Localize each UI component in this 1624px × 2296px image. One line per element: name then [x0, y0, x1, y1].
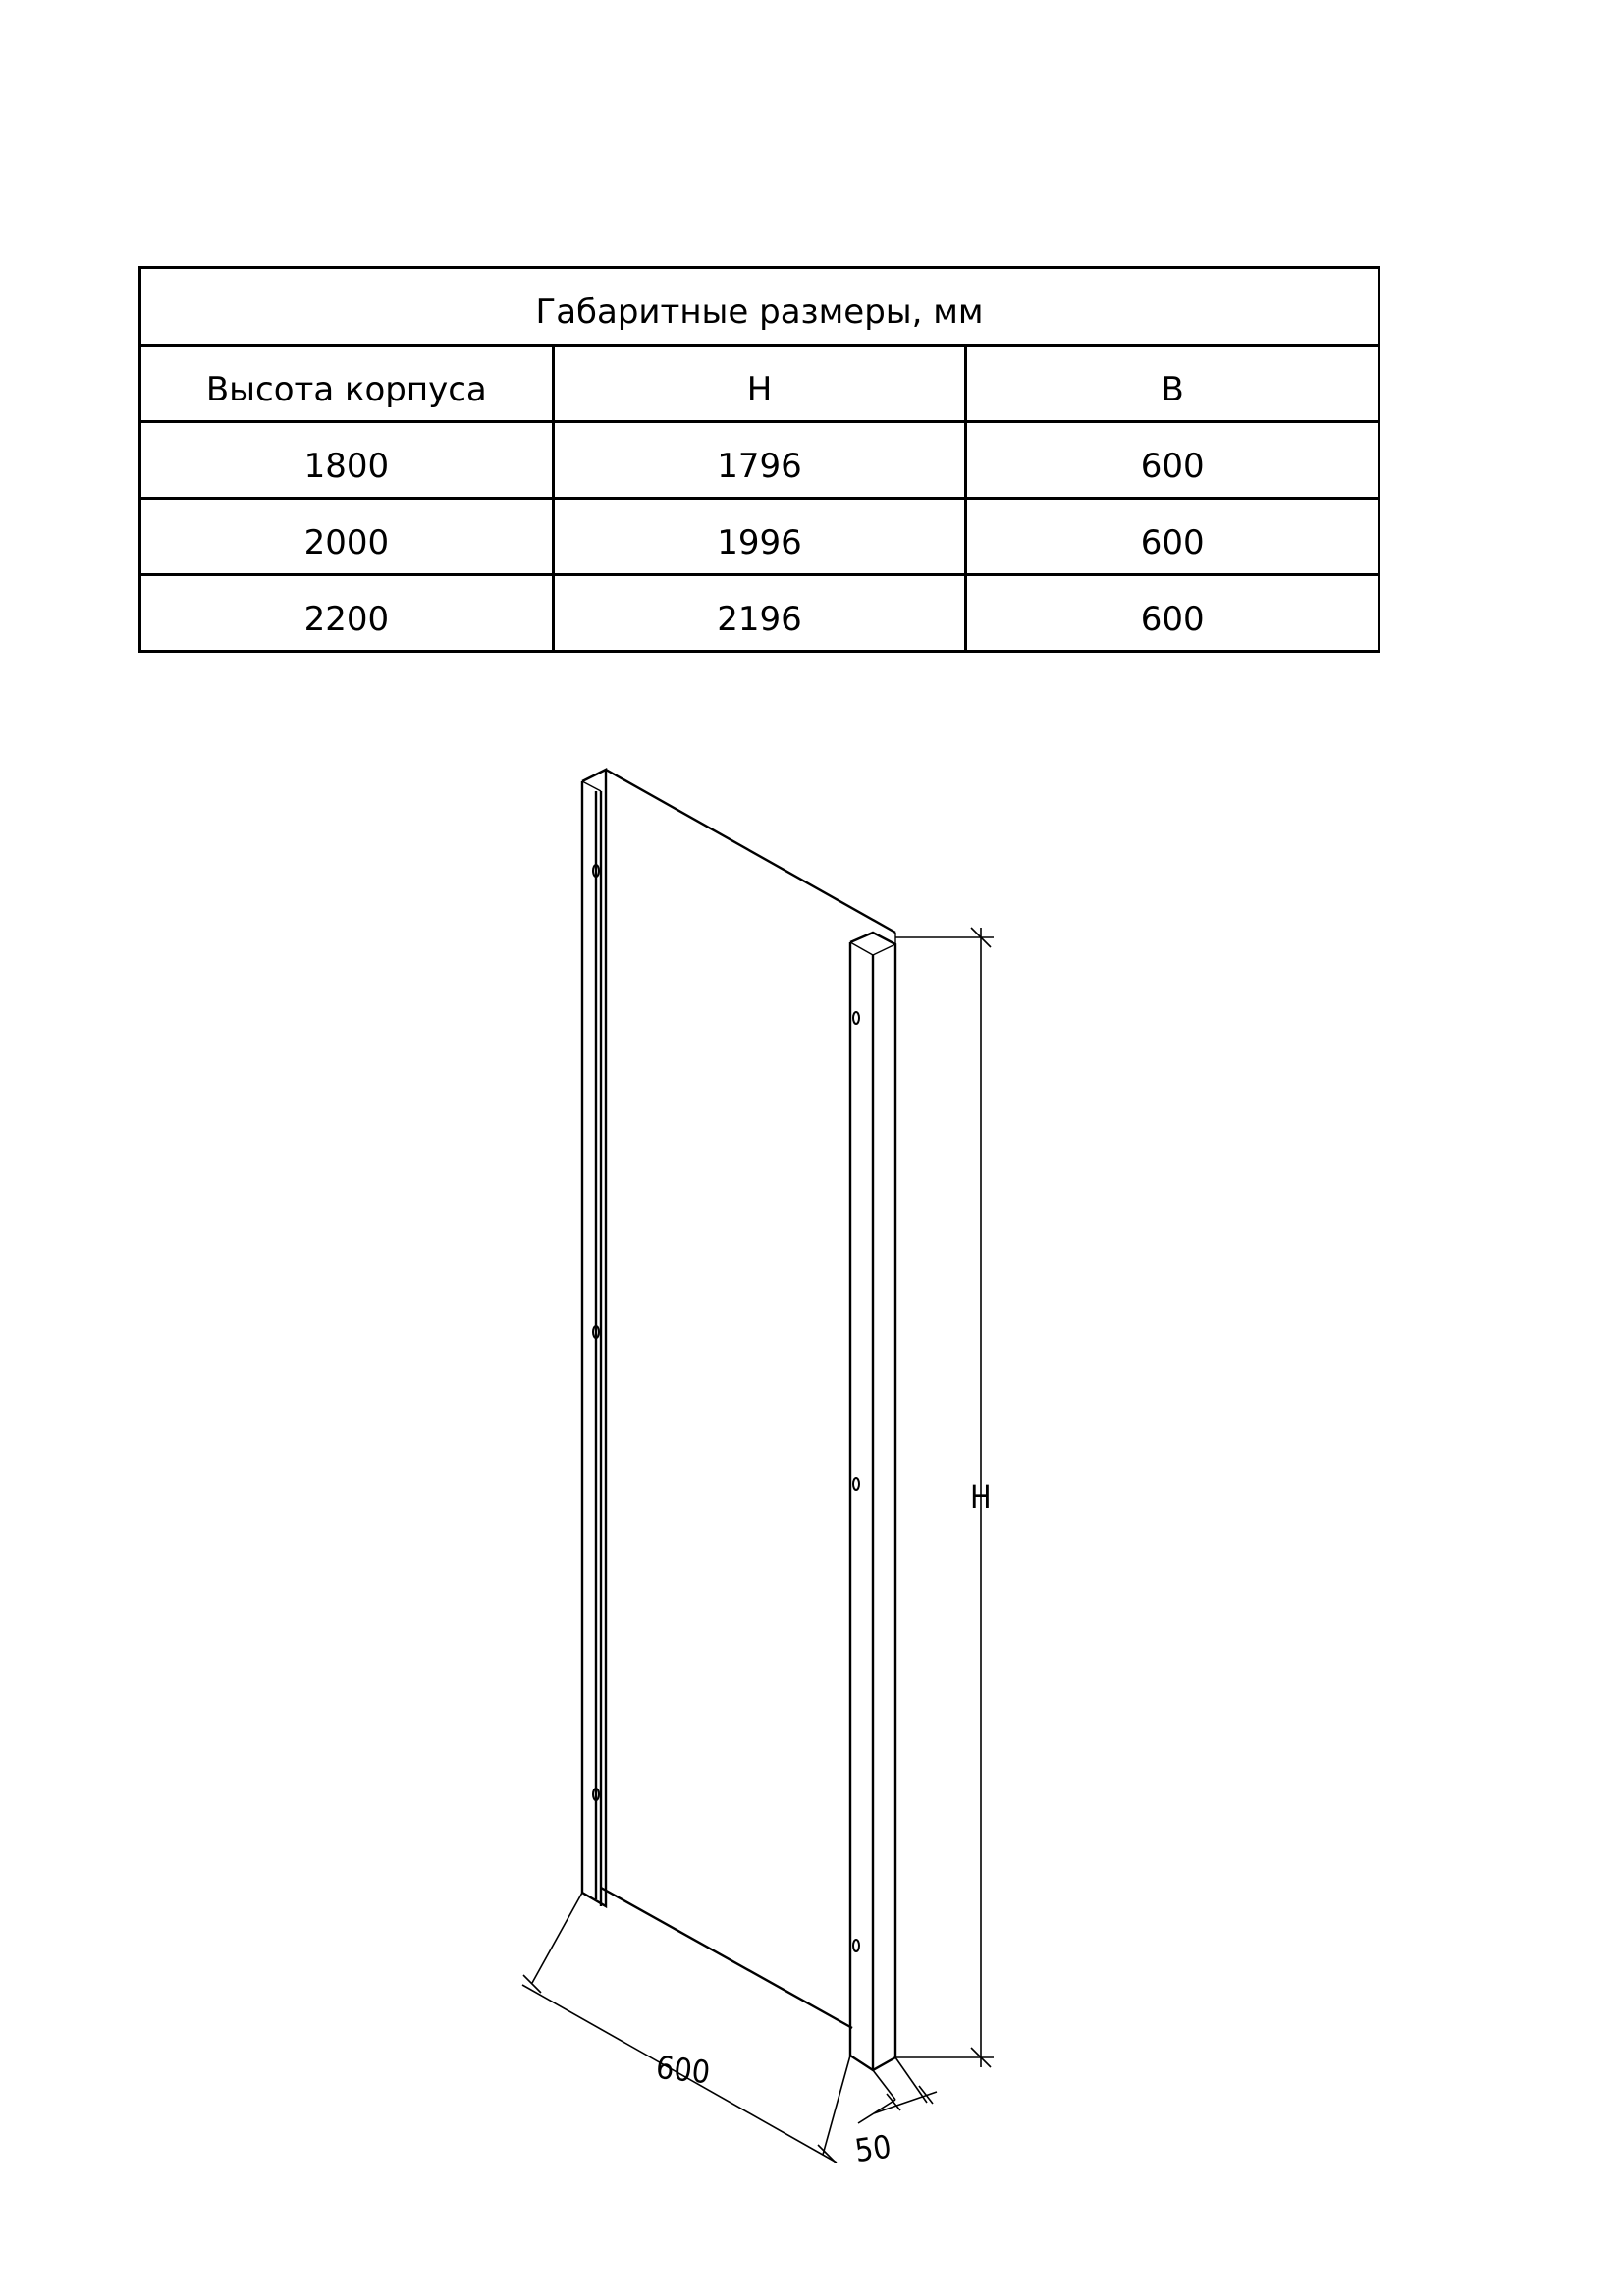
table-cell: 2200 [140, 575, 554, 652]
table-cell: 600 [966, 575, 1380, 652]
table-cell: 1996 [553, 499, 966, 575]
mounting-hole [853, 1012, 859, 1024]
table-cell: 600 [966, 422, 1380, 499]
table-caption-text: Габаритные размеры, мм [535, 293, 984, 332]
table-cell: 2000 [140, 499, 554, 575]
width-dimension [522, 1893, 850, 2163]
depth-dimension-label: 50 [852, 2127, 893, 2170]
column-header-b: B [966, 346, 1380, 422]
mounting-hole [853, 1940, 859, 1951]
height-dimension-label: H [970, 1478, 992, 1516]
column-header-h: H [553, 346, 966, 422]
right-flange [850, 933, 895, 2070]
width-dimension-label: 600 [654, 2048, 712, 2092]
table-cell: 1800 [140, 422, 554, 499]
table-cell: 2196 [553, 575, 966, 652]
table-cell: 600 [966, 499, 1380, 575]
column-header-body-height: Высота корпуса [140, 346, 554, 422]
table-cell: 1796 [553, 422, 966, 499]
mounting-hole [853, 1478, 859, 1490]
left-flange [582, 770, 606, 1906]
